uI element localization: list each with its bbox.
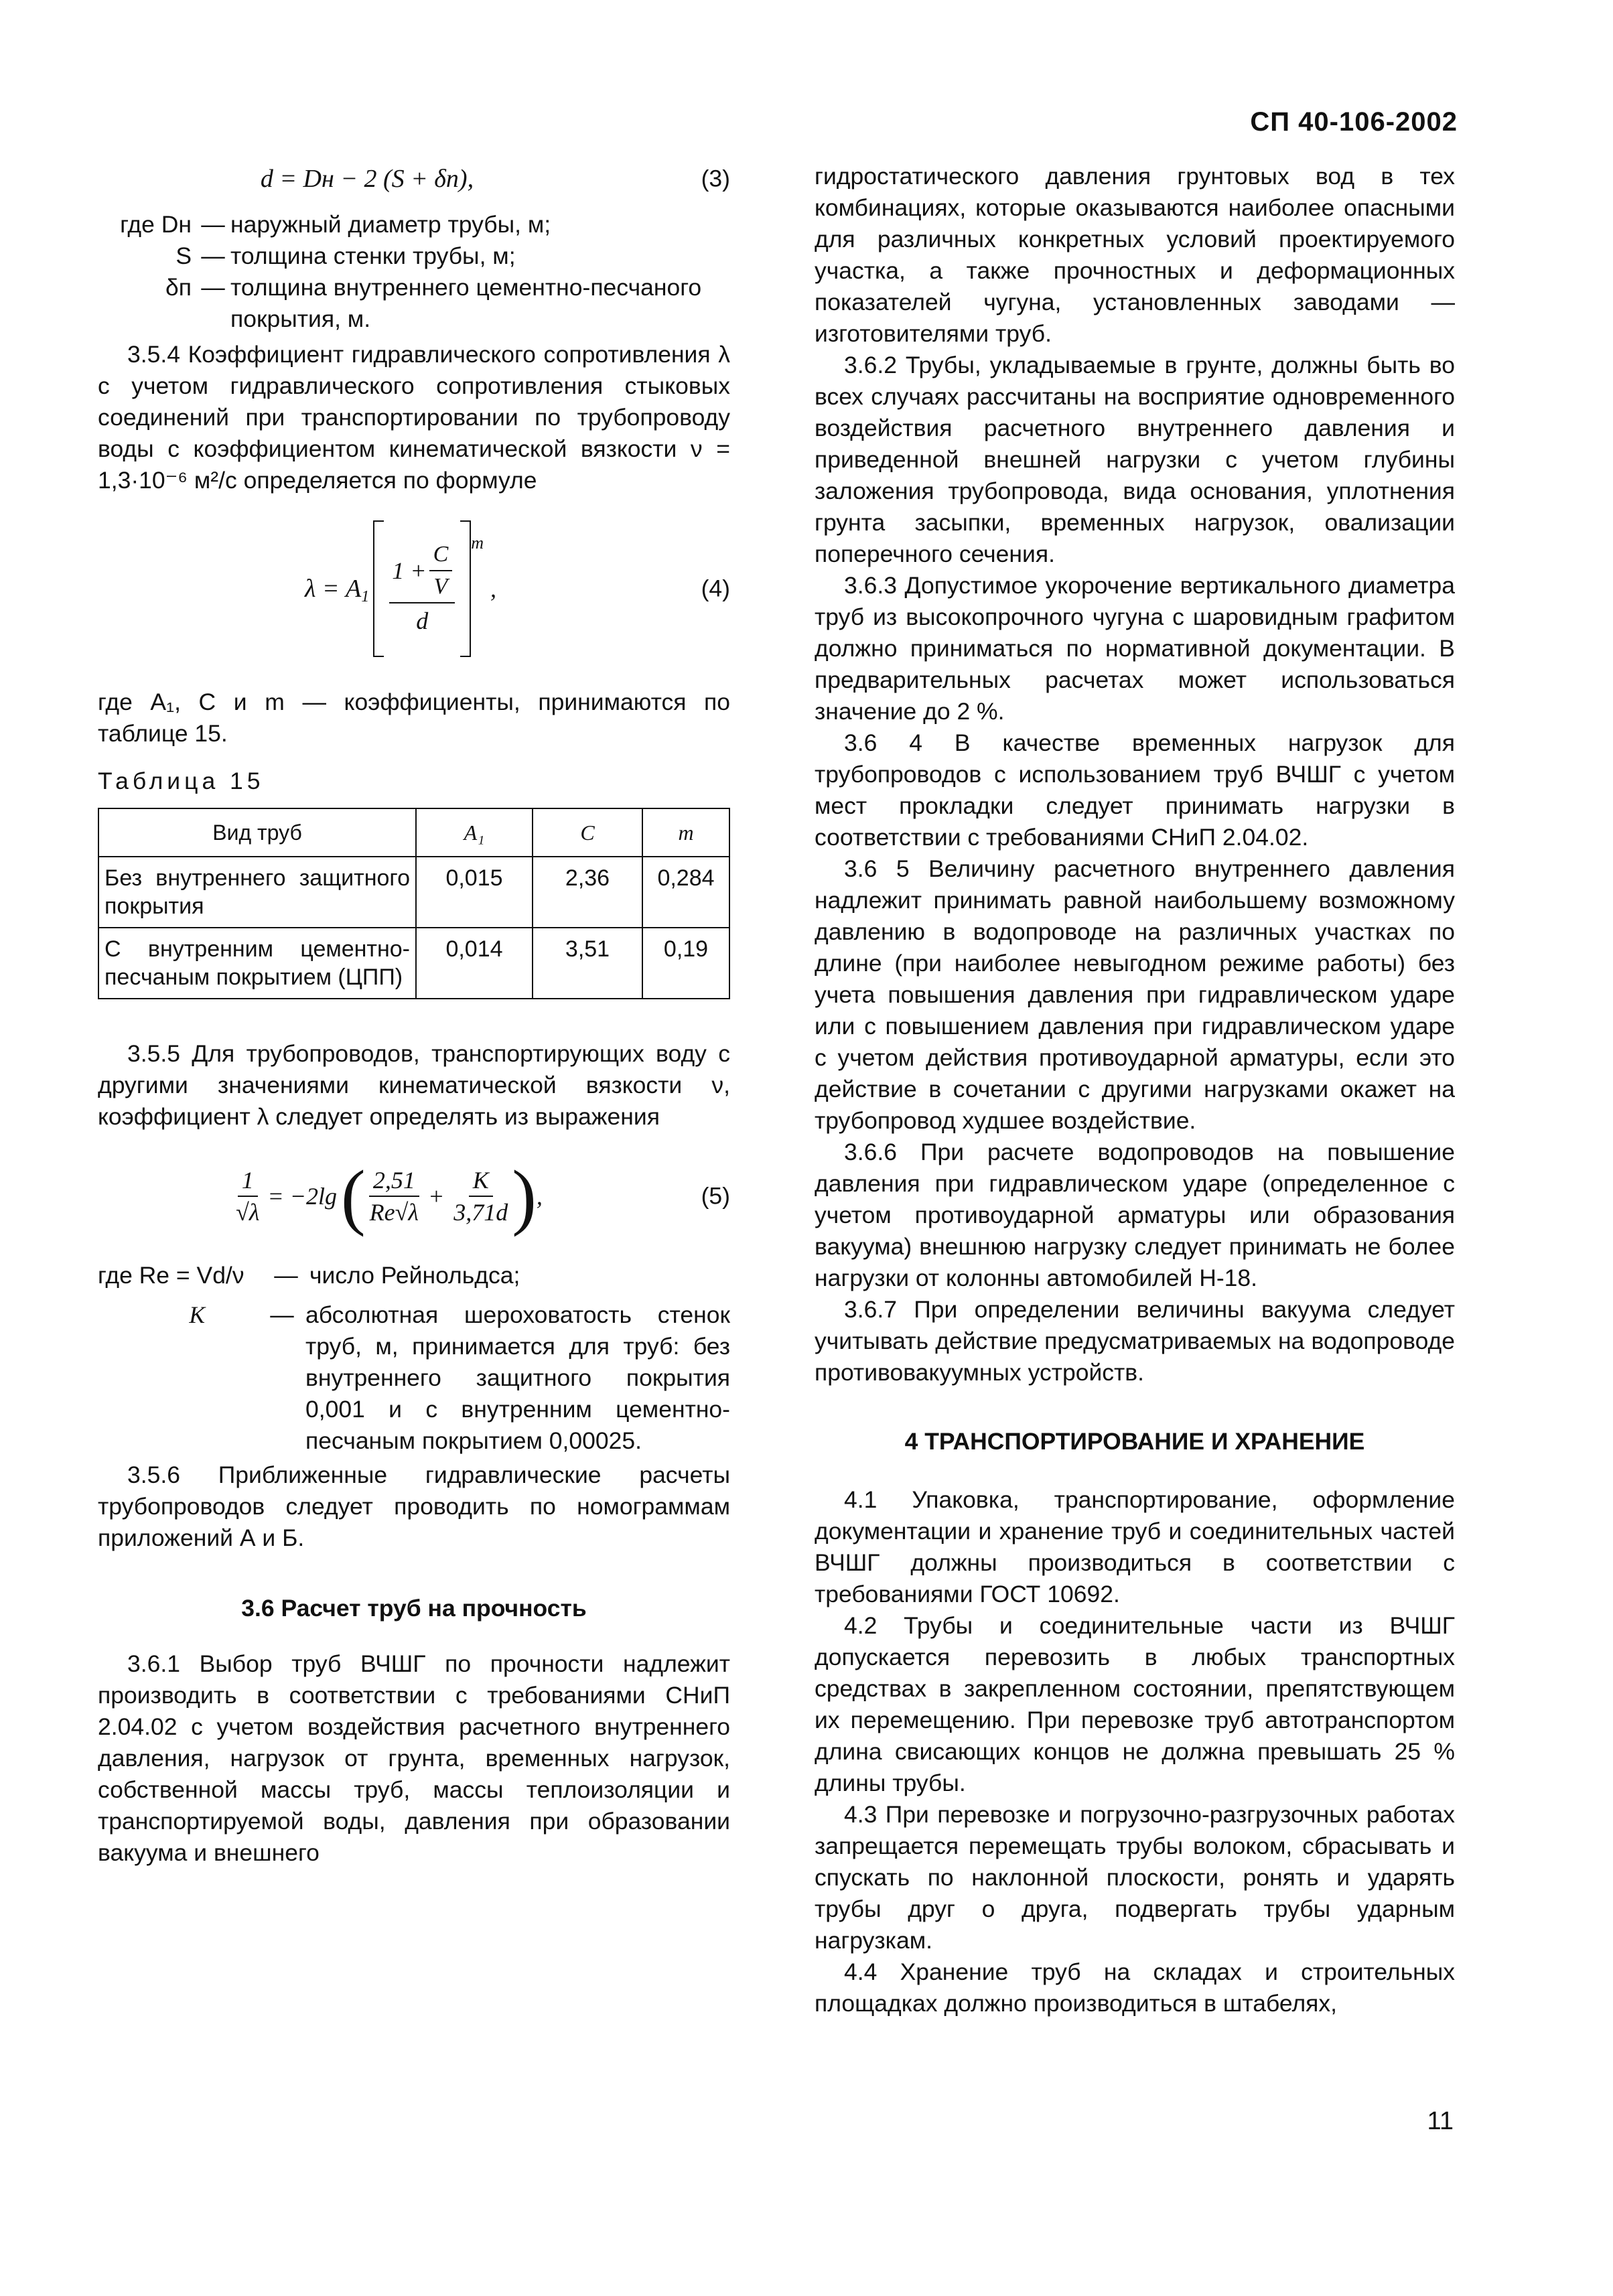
formula-3-number: (3) (701, 165, 730, 192)
definition-dash: — (270, 1301, 294, 1328)
right-column (815, 161, 1455, 2019)
formula-4-lhs: λ = A (304, 574, 362, 603)
formula-4-one-plus: 1 + (392, 557, 427, 584)
right-paren: ) (512, 1155, 537, 1237)
formula-5-b-num: K (469, 1165, 493, 1197)
table-15 (98, 808, 730, 999)
formula-5-a-den: Re√λ (369, 1199, 419, 1226)
formula-4-number: (4) (701, 575, 730, 602)
definition-symbol: K (189, 1301, 205, 1328)
formula-3 (98, 161, 730, 197)
paragraph-4-2: 4.2 Трубы и соединительные части из ВЧШГ допускается перевозить в любых транспортных средствах в закрепленном состоянии, препятствующем их перемещению. При перевозке труб автотранспортом длина свисающих концов не должна превышать 25 % длины трубы. (815, 1612, 1455, 1796)
coefficients-note: где A₁, C и m — коэффициенты, принимаются по таблице 15. (98, 689, 730, 747)
table-header-cell: Вид труб (98, 808, 416, 857)
definition-text: толщина стенки трубы, м; (230, 242, 516, 269)
formula-3-expression: d = Dн − 2 (S + δп), (260, 164, 474, 193)
paragraph-continuation: гидростатического давления грунтовых вод в тех комбинациях, которые оказываются наиболее опасными для различных конкретных условий проектируемого участка, а также прочностных и деформационных показателей чугуна, установленных заводами — изготовителями труб. (815, 163, 1455, 347)
paragraph-3-5-5: 3.5.5 Для трубопроводов, транспортирующих воду с другими значениями кинематической вязкости ν, коэффициент λ следует определять из выражения (98, 1040, 730, 1130)
paragraph-3-5-6: 3.5.6 Приближенные гидравлические расчеты трубопроводов следует проводить по номограммам приложений А и Б. (98, 1461, 730, 1551)
paragraph-3-6-1: 3.6.1 Выбор труб ВЧШГ по прочности надлежит производить в соответствии с требованиями СНиП 2.04.02 с учетом воздействия расчетного внутреннего давления, нагрузок от грунта, временных нагрузок, собственной массы труб, массы теплоизоляции и транспортируемой воды, давления при образовании вакуума и внешнего (98, 1650, 730, 1866)
table-header-row (98, 808, 729, 857)
table-caption: Таблица 15 (98, 768, 265, 794)
paragraph-3-6-2: 3.6.2 Трубы, укладываемые в грунте, должны быть во всех случаях рассчитаны на восприятие одновременного воздействия расчетного внутреннего давления и приведенной внешней нагрузки с учетом глубины заложения трубопровода, вида основания, уплотнения грунта засыпки, временных нагрузок, овализации поперечного сечения. (815, 352, 1455, 567)
formula-5-eq: = −2lg (267, 1182, 338, 1210)
section-heading-3-6: 3.6 Расчет труб на прочность (241, 1595, 587, 1622)
formula-4-c: C (429, 539, 453, 571)
definition-row (98, 1260, 730, 1291)
table-row (98, 928, 729, 999)
table-cell: 0,284 (642, 857, 729, 928)
left-column (98, 161, 730, 1869)
formula-3-definitions (98, 209, 730, 335)
paragraph-3-6-6: 3.6.6 При расчете водопроводов на повышение давления при гидравлическом ударе (определенное с учетом противоударной арматуры или образования вакуума) внешнюю нагрузку следует принимать не более нагрузки от колонны автомобилей Н-18. (815, 1139, 1455, 1291)
definition-symbol: δп (165, 274, 192, 301)
paragraph-3-6-3: 3.6.3 Допустимое укорочение вертикального диаметра труб из высокопрочного чугуна с шаровидным графитом должно приниматься по нормативной документации. В предварительных расчетах может использоваться значение до 2 %. (815, 572, 1455, 725)
formula-4-exponent: m (471, 533, 484, 553)
table-cell: 0,015 (416, 857, 533, 928)
formula-5 (98, 1146, 730, 1246)
definition-dash: — (201, 274, 225, 301)
formula-5-tail: , (536, 1182, 543, 1210)
definition-row (98, 240, 730, 272)
table-cell: 2,36 (533, 857, 642, 928)
right-bracket (460, 520, 471, 657)
definition-symbol: S (176, 242, 192, 269)
definition-text: число Рейнольдса; (309, 1262, 520, 1289)
definition-symbol: где Dн (120, 211, 192, 238)
definition-symbol: где Re = Vd/ν (98, 1262, 244, 1289)
paragraph-4-4: 4.4 Хранение труб на складах и строительных площадках должно производиться в штабелях, (815, 1958, 1455, 2017)
formula-4-d: d (416, 607, 429, 634)
formula-5-a-num: 2,51 (369, 1165, 419, 1197)
paragraph-3-6-7: 3.6.7 При определении величины вакуума следует учитывать действие предусматриваемых на водопроводе противовакуумных устройств. (815, 1296, 1455, 1386)
left-paren: ( (341, 1155, 366, 1237)
table-cell: Без внутреннего защитного покрытия (98, 857, 416, 928)
definition-row (98, 1299, 730, 1457)
definition-row (98, 272, 730, 335)
definition-dash: — (274, 1262, 298, 1289)
table-cell: 0,014 (416, 928, 533, 999)
page-number: 11 (1427, 2107, 1454, 2135)
definition-text: наружный диаметр трубы, м; (230, 211, 551, 238)
paragraph-3-5-4: 3.5.4 Коэффициент гидравлического сопротивления λ с учетом гидравлического сопротивления стыковых соединений при транспортировании по трубопроводу воды с коэффициентом кинематической вязкости ν = 1,3·10⁻⁶ м²/с определяется по формуле (98, 341, 730, 494)
formula-4-subscript: 1 (361, 587, 370, 605)
section-heading-4: 4 ТРАНСПОРТИРОВАНИЕ И ХРАНЕНИЕ (904, 1428, 1365, 1455)
formula-5-number: (5) (701, 1182, 730, 1210)
table-header-cell: m (642, 808, 729, 857)
table-header-cell: C (533, 808, 642, 857)
formula-4-v: V (433, 574, 448, 599)
definition-text: абсолютная шероховатость стенок труб, м, принимается для труб: без внутреннего защитного покрытия 0,001 и с внутренним цементно-песчаным покрытием 0,00025. (305, 1301, 730, 1454)
formula-5-b-den: 3,71d (453, 1199, 508, 1226)
definition-dash: — (201, 211, 225, 238)
table-row (98, 857, 729, 928)
formula-5-one: 1 (238, 1165, 258, 1197)
definition-row (98, 209, 730, 240)
table-cell: 3,51 (533, 928, 642, 999)
formula-5-definitions (98, 1260, 730, 1457)
paragraph-4-3: 4.3 При перевозке и погрузочно-разгрузочных работах запрещается перемещать трубы волоком, сбрасывать и спускать по наклонной плоскости, ронять и ударять трубы друг о друга, подвергать трубы ударным нагрузкам. (815, 1801, 1455, 1954)
table-cell: 0,19 (642, 928, 729, 999)
formula-5-plus: + (427, 1182, 445, 1210)
formula-5-sqrt-lambda: √λ (236, 1199, 260, 1226)
paragraph-4-1: 4.1 Упаковка, транспортирование, оформление документации и хранение труб и соединительных частей ВЧШГ должны производиться в соответствии с требованиями ГОСТ 10692. (815, 1486, 1455, 1607)
document-code: СП 40-106-2002 (1250, 107, 1458, 137)
definition-text: толщина внутреннего цементно-песчаного покрытия, м. (230, 274, 702, 332)
paragraph-3-6-4: 3.6 4 В качестве временных нагрузок для трубопроводов с использованием труб ВЧШГ с учетом мест прокладки следует принимать нагрузки в соответствии с требованиями СНиП 2.04.02. (815, 729, 1455, 851)
left-bracket (373, 520, 384, 657)
formula-4: λ = A 1 1 + $\frac{C}{V}$ d m , (4) (98, 508, 730, 669)
definition-dash: — (201, 242, 225, 269)
table-header-cell: A₁ (416, 808, 533, 857)
table-cell: С внутренним цементно-песчаным покрытием (ЦПП) (98, 928, 416, 999)
paragraph-3-6-5: 3.6 5 Величину расчетного внутреннего давления надлежит принимать равной наибольшему возможному давлению в водопроводе на различных участках по длине (при наиболее невыгодном режиме работы) без учета повышения давления при гидравлическом ударе или с повышением давления при гидравлическом ударе с учетом действия противоударной арматуры, если это действие в сочетании с другими нагрузками окажет на трубопровод худшее воздействие. (815, 855, 1455, 1134)
